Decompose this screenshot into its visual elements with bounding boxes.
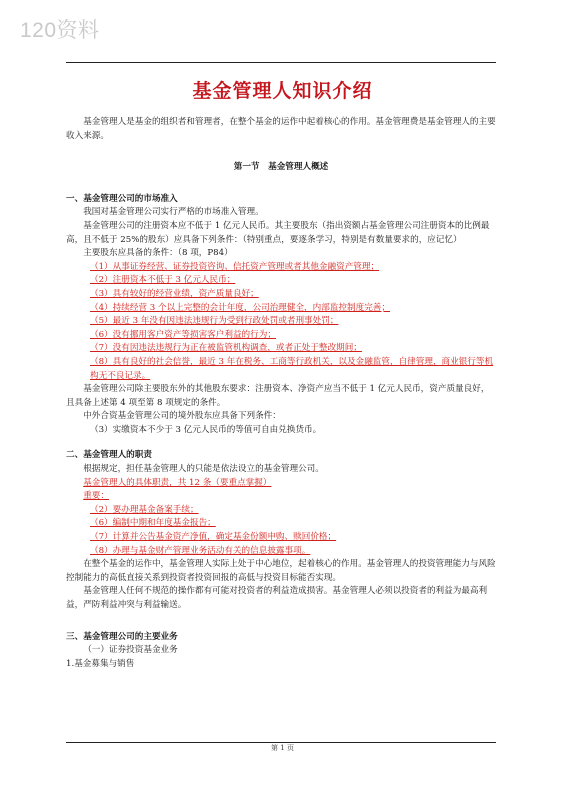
condition-item: （1）从事证券经营、证券投资咨询、信托资产管理或者其他金融资产管理； — [90, 261, 380, 272]
subheading-securities-fund: （一）证券投资基金业务 — [83, 645, 178, 656]
condition-item: （3）具有较好的经营业绩，资产质量良好； — [90, 288, 259, 299]
paragraph-investor-interest: 基金管理人任何不规范的操作都有可能对投资者的利益造成损害。基金管理人必须以投资者的利益为最高利益，严防利益冲突与利益输送。 — [66, 586, 488, 610]
condition-item: （7）没有因违法违规行为正在被监管机构调查，或者正处于整改期间； — [90, 343, 362, 354]
document-body — [66, 116, 496, 671]
page-number: 第 1 页 — [271, 744, 294, 752]
paragraph-shareholder-conditions: 主要股东应具备的条件：（8 项，P84） — [83, 248, 233, 259]
paragraph-manager-eligibility: 根据规定，担任基金管理人的只能是依法设立的基金管理公司。 — [83, 464, 324, 475]
responsibility-line: 基金管理人的具体职责，共 12 条（要重点掌握） — [83, 477, 272, 488]
paragraph-core-role: 在整个基金的运作中，基金管理人实际上处于中心地位，起着核心的作用。基金管理人的投资管理能力与风险控制能力的高低直接关系到投资者投资回报的高低与投资目标能否实现。 — [66, 559, 496, 583]
paragraph-paid-in-capital: （3）实缴资本不少于 3 亿元人民币的等值可自由兑换货币。 — [90, 424, 322, 435]
paragraph-strict-access: 我国对基金管理公司实行严格的市场准入管理。 — [83, 207, 264, 218]
condition-item: （2）注册资本不低于 3 亿元人民币； — [90, 275, 236, 286]
responsibility-line: （7）计算并公告基金资产净值，确定基金份额申购、赎回价格； — [90, 532, 337, 543]
paragraph-foreign-shareholders: 中外合资基金管理公司的境外股东应具备下列条件： — [83, 411, 281, 422]
heading-responsibilities: 二、基金管理人的职责 — [66, 450, 152, 461]
heading-main-business: 三、基金管理公司的主要业务 — [66, 631, 178, 642]
condition-item: （5）最近 3 年没有因违法违规行为受到行政处罚或者刑事处罚； — [90, 316, 339, 327]
responsibility-line: （6）编制中期和年度基金报告； — [90, 518, 216, 529]
paragraph-other-shareholders: 基金管理公司除主要股东外的其他股东要求：注册资本、净资产应当不低于 1 亿元人民币，资产质量良好，且具备上述第 4 项至第 8 项规定的条件。 — [66, 384, 490, 408]
responsibility-line: （2）要办理基金备案手续； — [90, 504, 199, 515]
responsibility-line: （8）办理与基金财产管理业务活动有关的信息披露事项。 — [90, 545, 311, 556]
page-title: 基金管理人知识介绍 — [192, 80, 373, 102]
condition-item: （6）没有挪用客户资产等损害客户利益的行为； — [90, 329, 276, 340]
intro-paragraph: 基金管理人是基金的组织者和管理者，在整个基金的运作中起着核心的作用。基金管理费是基金管理人的主要收入来源。 — [66, 117, 496, 141]
responsibility-line: 重要： — [83, 491, 109, 502]
condition-item: （8）具有良好的社会信誉，最近 3 年在税务、工商等行政机关，以及金融监管，自律管理，商业银行等机构无不良记录。 — [90, 356, 494, 381]
heading-market-access: 一、基金管理公司的市场准入 — [66, 193, 178, 204]
section-heading: 第一节 基金管理人概述 — [233, 162, 329, 173]
watermark: 120资料 — [20, 19, 100, 42]
condition-item: （4）持续经营 3 个以上完整的会计年度，公司治理健全，内部监控制度完善； — [90, 302, 390, 313]
header-rule — [66, 62, 496, 63]
subheading-fund-raising: 1.基金募集与销售 — [66, 658, 135, 669]
paragraph-registered-capital: 基金管理公司的注册资本应不低于 1 亿元人民币。其主要股东（指出资额占基金管理公司注册资本的比例最高，且不低于 25%的股东）应具备下列条件：（特别重点，要逐条学习，特别是有数量要求的，应记忆） — [66, 220, 490, 245]
